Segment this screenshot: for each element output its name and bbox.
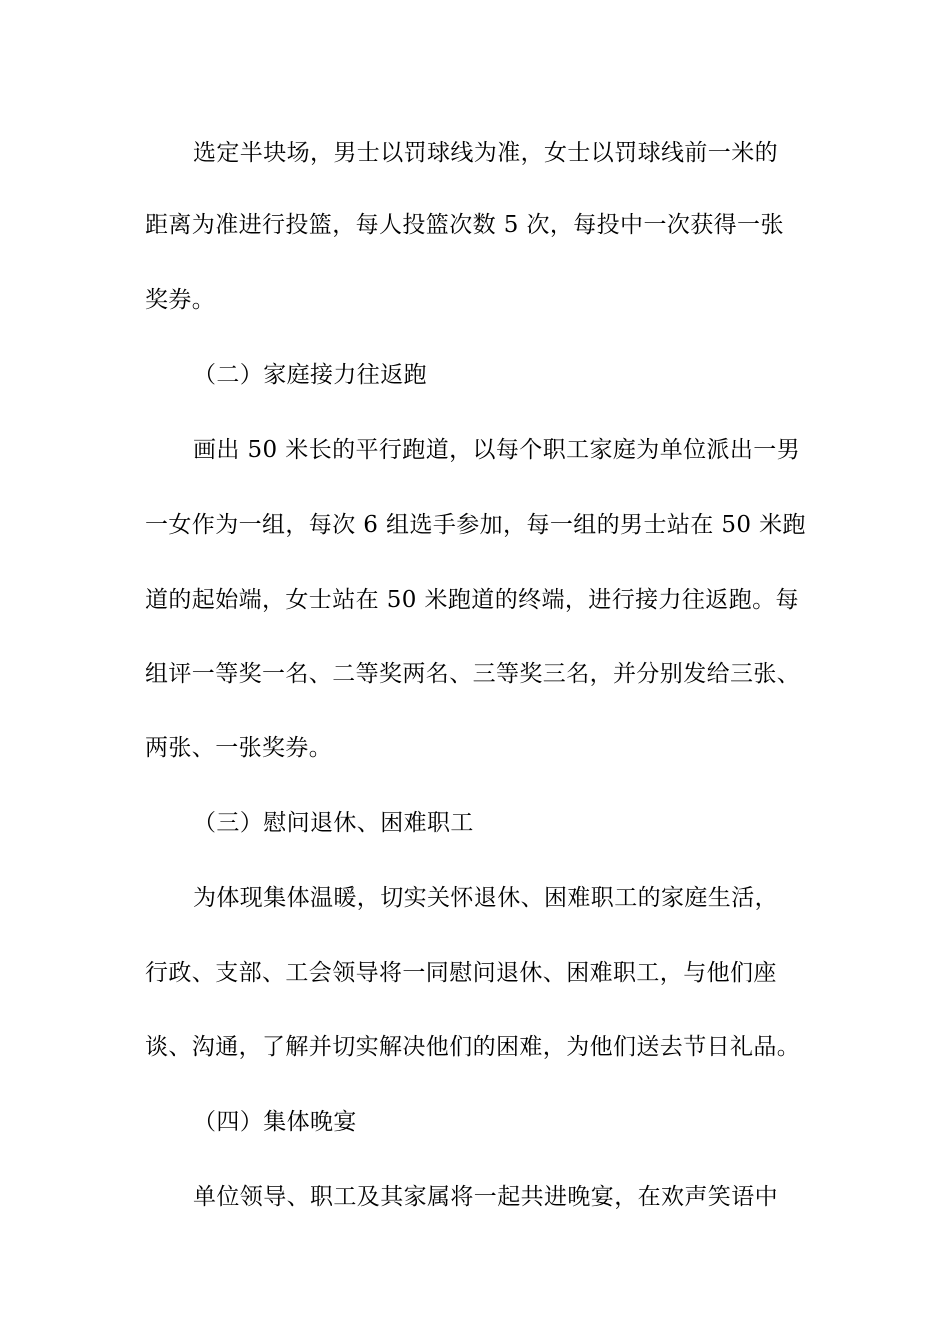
paragraph-line: 道的起始端，女士站在 50 米跑道的终端，进行接力往返跑。每 xyxy=(145,587,799,613)
paragraph-line: 为体现集体温暖，切实关怀退休、困难职工的家庭生活， xyxy=(193,885,778,911)
paragraph-line: 两张、一张奖券。 xyxy=(145,735,333,761)
section-heading: （四）集体晚宴 xyxy=(193,1109,357,1135)
paragraph-line: 距离为准进行投篮，每人投篮次数 5 次，每投中一次获得一张 xyxy=(145,212,784,238)
section-heading: （二）家庭接力往返跑 xyxy=(193,362,427,388)
paragraph-line: 行政、支部、工会领导将一同慰问退休、困难职工，与他们座 xyxy=(145,960,777,986)
paragraph-line: 画出 50 米长的平行跑道，以每个职工家庭为单位派出一男 xyxy=(193,437,801,463)
paragraph-line: 单位领导、职工及其家属将一起共进晚宴，在欢声笑语中 xyxy=(193,1184,778,1210)
paragraph-line: 组评一等奖一名、二等奖两名、三等奖三名，并分别发给三张、 xyxy=(145,661,801,687)
paragraph-line: 奖券。 xyxy=(145,287,216,313)
section-heading: （三）慰问退休、困难职工 xyxy=(193,810,474,836)
paragraph-line: 选定半块场，男士以罚球线为准，女士以罚球线前一米的 xyxy=(193,140,778,166)
paragraph-line: 谈、沟通，了解并切实解决他们的困难，为他们送去节日礼品。 xyxy=(145,1034,801,1060)
paragraph-line: 一女作为一组，每次 6 组选手参加，每一组的男士站在 50 米跑 xyxy=(145,512,806,538)
